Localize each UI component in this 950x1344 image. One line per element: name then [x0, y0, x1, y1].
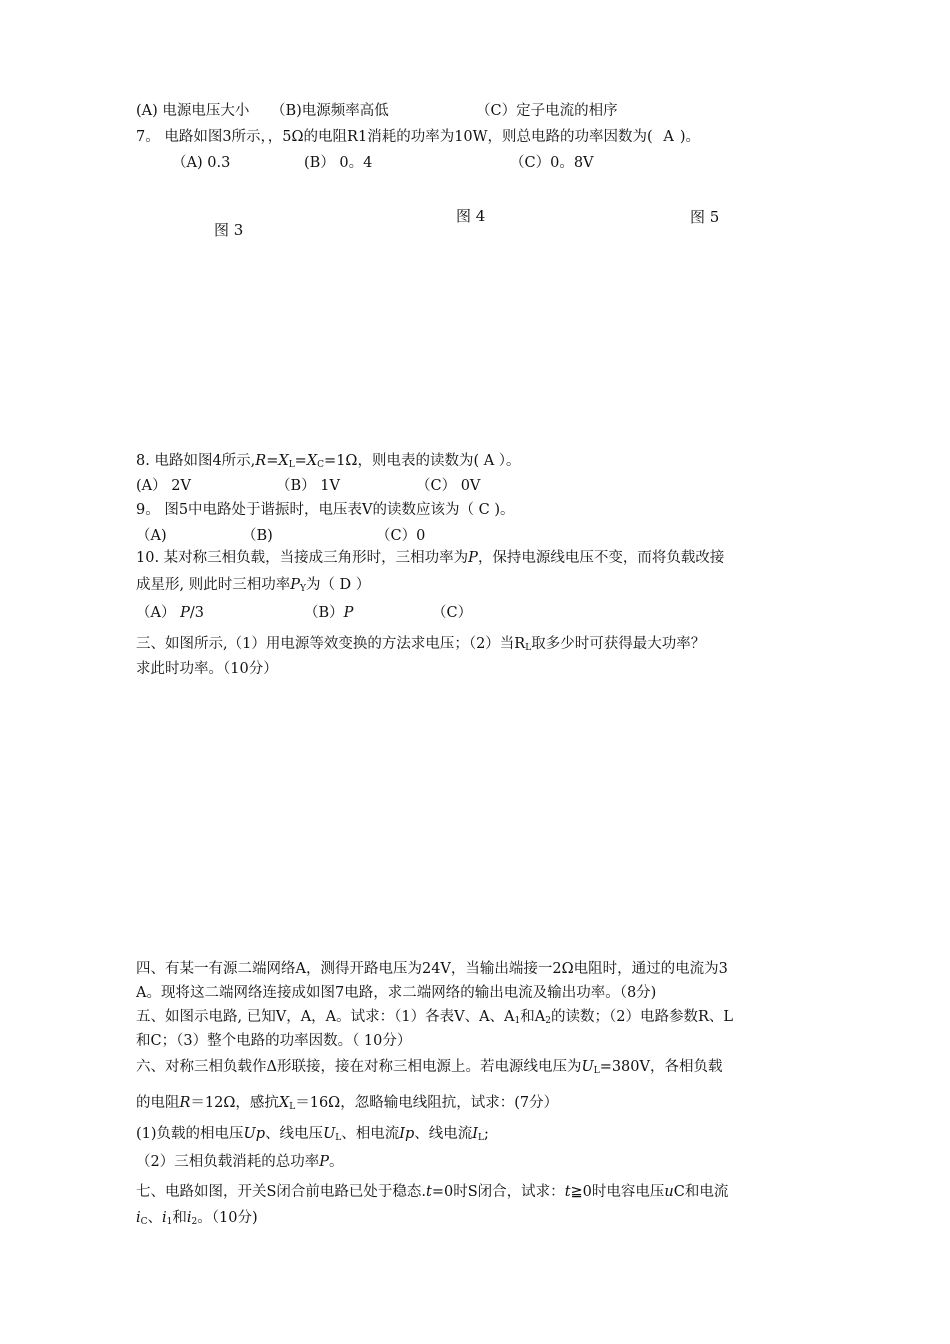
q10-option-b-pre: （B） — [304, 605, 344, 621]
q10-option-a-P: P — [180, 605, 190, 621]
q8-XL: X — [278, 453, 289, 469]
q8-eq1: = — [266, 453, 279, 469]
sec3-line2: 求此时功率。（10分） — [136, 661, 278, 677]
sec6-item2-post: 。 — [329, 1154, 344, 1170]
q7-option-c: （C）0。8V — [510, 155, 594, 171]
q10-Y-sub: Y — [299, 584, 306, 594]
q9-option-b: （B) — [242, 528, 273, 544]
sec7-iC: i — [136, 1210, 141, 1226]
sec6-item2-pre: （2）三相负载消耗的总功率 — [136, 1154, 320, 1170]
sec6-line2-mid: ＝12Ω，感抗 — [190, 1095, 279, 1111]
sec6-item1 — [136, 1124, 489, 1148]
sec4-line2: A。现将这二端网络连接成如图7电路，求二端网络的输出电流及输出功率。（8分) — [136, 985, 657, 1001]
sec5-sub1: 1 — [514, 1016, 521, 1026]
sec6-line2-post: ＝16Ω，忽略输电线阻抗，试求：(7分） — [295, 1095, 559, 1111]
sec6-item1-pre: (1)负载的相电压 — [136, 1126, 244, 1142]
sec6-line2-pre: 的电阻 — [136, 1095, 180, 1111]
q6-option-b: （B)电源频率高低 — [271, 103, 389, 119]
q10-line1-post: ，保持电源线电压不变，而将负载改接 — [477, 550, 725, 566]
q8-option-a: (A） 2V — [136, 478, 191, 494]
q9-option-a: （A) — [136, 528, 167, 544]
q8-option-b: （B） 1V — [276, 478, 340, 494]
q10-option-a — [136, 603, 204, 623]
sec7-u: u — [664, 1184, 674, 1200]
sec7-line2 — [136, 1208, 258, 1232]
q7-end: )。 — [679, 129, 700, 145]
q10-line2-pre: 成星形, 则此时三相功率 — [136, 577, 291, 593]
sec5-line1-post: 的读数；（2）电路参数R、L — [550, 1009, 734, 1025]
sec7-i2: i — [186, 1210, 192, 1226]
sec7-and: 和 — [172, 1210, 187, 1226]
sec6-item1-post: ; — [484, 1126, 489, 1142]
sec6-XL-sub: L — [289, 1102, 296, 1112]
sec6-I: I — [472, 1126, 479, 1142]
sec6-Up: Up — [243, 1126, 266, 1142]
q8-XC: X — [306, 453, 318, 469]
sec5-line1-mid: 和A — [520, 1009, 546, 1025]
q7-stem-text: 7。 电路如图3所示，，5Ω的电阻R1消耗的功率为10W，则总电路的功率因数为( — [136, 129, 653, 145]
sec6-line1 — [136, 1057, 722, 1081]
q10-PY: P — [290, 577, 300, 593]
sec4-line1: 四、有某一有源二端网络A，测得开路电压为24V，当输出端接一2Ω电阻时，通过的电流为3 — [136, 961, 728, 977]
sec6-line1-post: =380V，各相负载 — [599, 1059, 723, 1075]
q7-option-b: (B） 0。4 — [304, 155, 373, 171]
sec7-1-sub: 1 — [166, 1217, 173, 1227]
q8-option-c: （C） 0V — [416, 478, 481, 494]
sec6-line2 — [136, 1093, 558, 1117]
q8-L-sub: L — [288, 460, 295, 470]
sec6-U-sub: L — [335, 1133, 342, 1143]
q10-option-a-post: /3 — [189, 605, 204, 621]
sec5-line1 — [136, 1007, 733, 1031]
q10-option-c: （C） — [432, 605, 473, 621]
q10-line1-pre: 10. 某对称三相负载，当接成三角形时，三相功率为 — [136, 550, 469, 566]
q10-option-a-pre: （A） — [136, 605, 176, 621]
sec7-i1: i — [162, 1210, 167, 1226]
q6-option-c: （C）定子电流的相序 — [476, 103, 618, 119]
sec6-line1-pre: 六、对称三相负载作Δ形联接，接在对称三相电源上。若电源线电压为 — [136, 1059, 582, 1075]
sec6-item2-P: P — [319, 1154, 329, 1170]
sec7-line1 — [136, 1182, 728, 1202]
sec6-UL: U — [581, 1059, 594, 1075]
sec5-line1-pre: 五、如图示电路, 已知V，A，A。试求：（1）各表V、A、A — [136, 1009, 515, 1025]
q10-option-b-P: P — [343, 605, 354, 621]
sec7-line1-mid2: ≧0时电容电压 — [570, 1184, 665, 1200]
sec7-line1-mid: =0时S闭合，试求： — [431, 1184, 565, 1200]
q7-option-a: （A) 0.3 — [172, 155, 231, 171]
sec7-2-sub: 2 — [191, 1217, 198, 1227]
sec3-line1-pre: 三、如图所示,（1）用电源等效变换的方法求电压；（2）当R — [136, 636, 526, 652]
q8-R: R — [255, 453, 267, 469]
sec7-line1-post: C和电流 — [673, 1184, 729, 1200]
q8-post: =1Ω，则电表的读数为( A ）。 — [324, 453, 521, 469]
figure-4-caption: 图 4 — [456, 207, 486, 225]
sec6-R: R — [179, 1095, 191, 1111]
sec6-item1-m3: 、线电流 — [414, 1126, 473, 1142]
sec7-t2: t — [564, 1184, 571, 1200]
sec6-Ip: Ip — [399, 1126, 415, 1142]
q7-stem — [136, 127, 700, 147]
sec3-line1 — [136, 634, 705, 658]
q8-C-sub: C — [317, 460, 325, 470]
sec6-item2 — [136, 1152, 344, 1172]
q6-option-a: (A) 电源电压大小 — [136, 103, 250, 119]
q10-P: P — [468, 550, 478, 566]
sec6-I-sub: L — [478, 1133, 485, 1143]
q8-stem — [136, 451, 521, 475]
q10-line2-post: 为（ D ） — [305, 577, 371, 593]
sec7-line1-pre: 七、电路如图，开关S闭合前电路已处于稳态. — [136, 1184, 427, 1200]
sec6-item1-m1: 、线电压 — [265, 1126, 324, 1142]
sec5-sub2: 2 — [545, 1016, 551, 1026]
sec6-U: U — [323, 1126, 336, 1142]
q10-option-b — [304, 603, 353, 623]
sec5-line2: 和C；（3）整个电路的功率因数。（ 10分） — [136, 1033, 412, 1049]
sec7-C-sub: C — [140, 1217, 148, 1227]
figure-5-caption: 图 5 — [690, 208, 720, 226]
q10-line1 — [136, 548, 724, 568]
q8-eq2: = — [294, 453, 307, 469]
sec3-line1-post: 取多少时可获得最大功率？ — [531, 636, 706, 652]
q9-option-c: （C）0 — [376, 528, 426, 544]
sec6-item1-m2: 、相电流 — [341, 1126, 400, 1142]
sec7-line2-post: 。（10分) — [197, 1210, 258, 1226]
sec3-L-sub: L — [525, 643, 532, 653]
q7-answer: A — [663, 129, 674, 145]
sec6-XL: X — [278, 1095, 290, 1111]
sec6-UL-sub: L — [593, 1066, 600, 1076]
figure-3-caption: 图 3 — [214, 221, 244, 239]
q10-line2 — [136, 575, 370, 599]
q9-stem: 9。 图5中电路处于谐振时，电压表V的读数应该为（ C )。 — [136, 502, 515, 518]
sec7-t1: t — [426, 1184, 432, 1200]
q8-pre: 8. 电路如图4所示, — [136, 453, 256, 469]
sec7-sep: 、 — [147, 1210, 163, 1226]
